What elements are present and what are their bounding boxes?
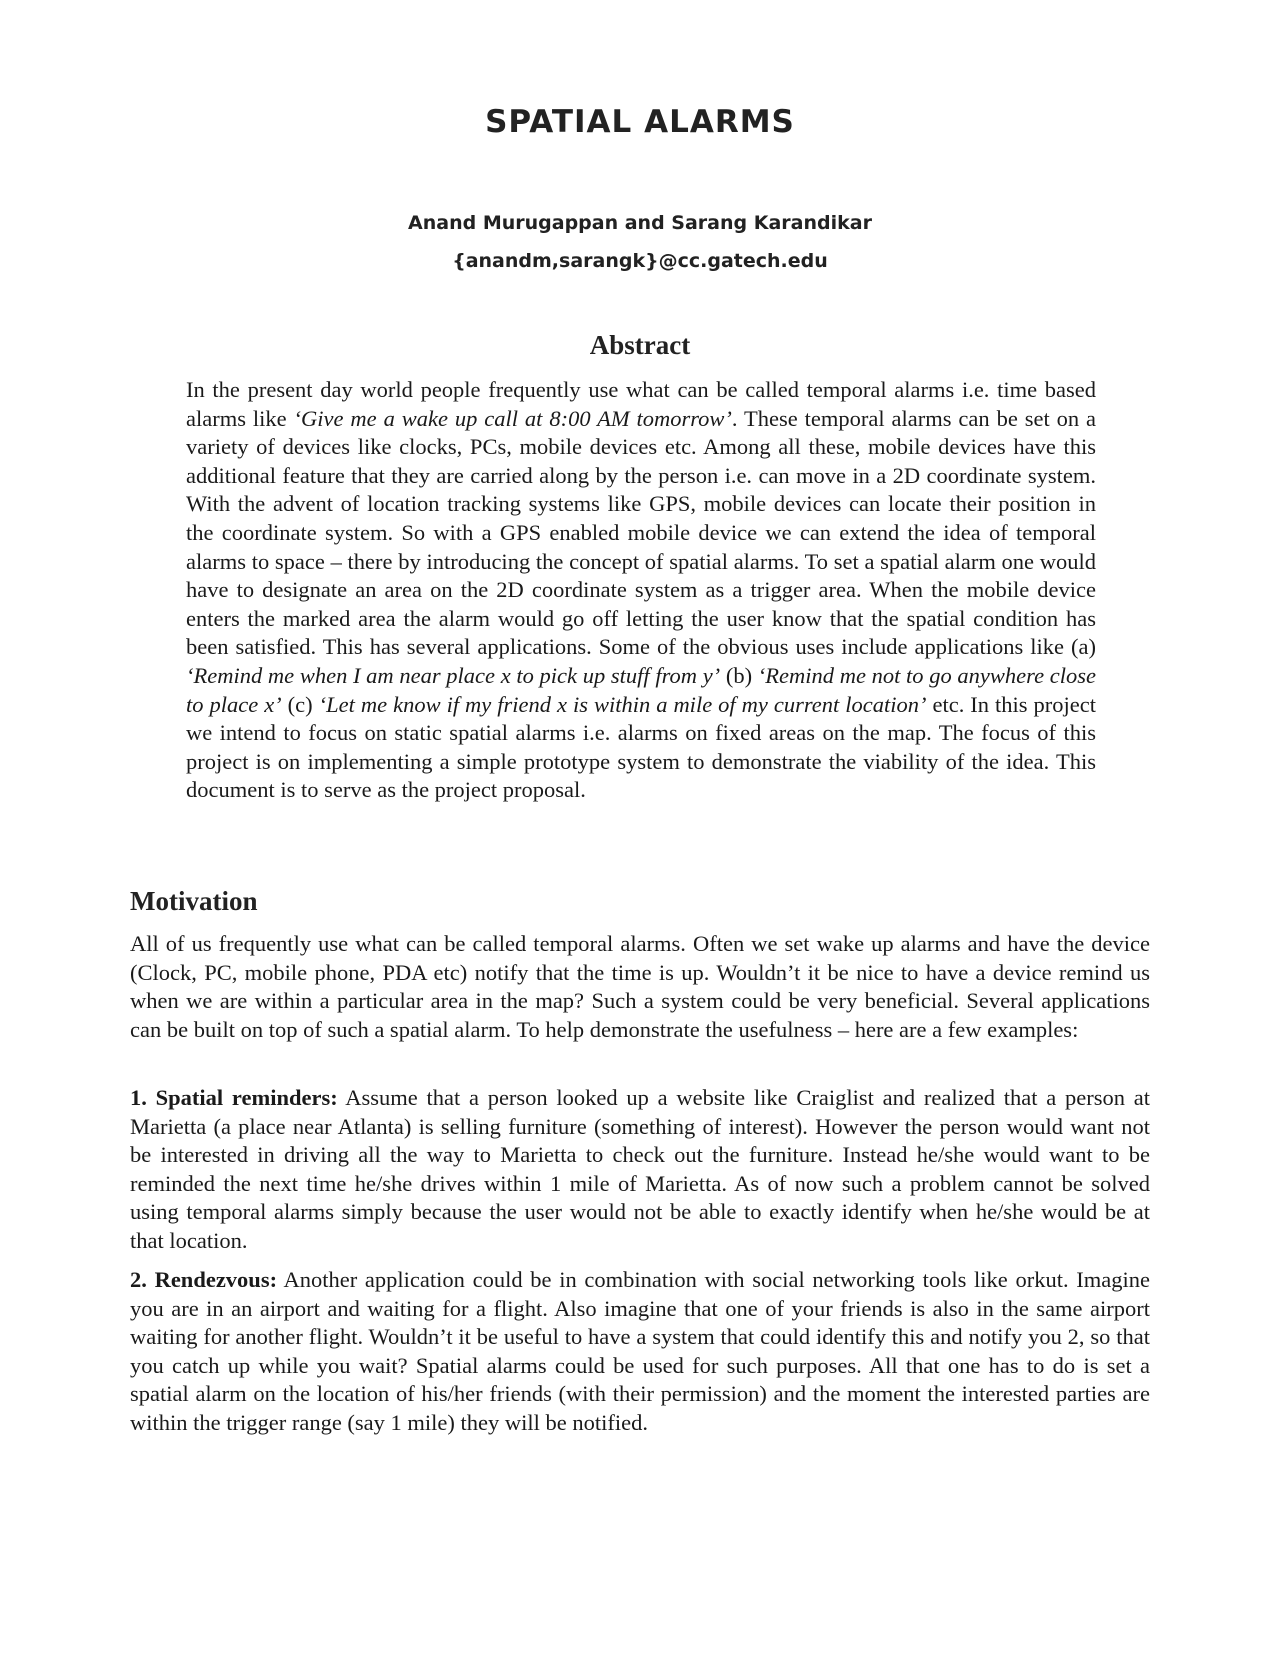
example-1-label: 1. Spatial reminders: [130, 1085, 338, 1110]
abstract-heading: Abstract [589, 330, 691, 360]
motivation-intro: All of us frequently use what can be called temporal alarms. Often we set wake up alarms and have the device (Clock, PC, mobile phone, PDA etc) notify that the time is up. Wouldn’t it be nice to have a device remind us when we are within a particular area in the map? Such a system could be very beneficial. Several applications can be built on top of such a spatial alarm. To help demonstrate the usefulness – here are a few examples: [130, 931, 1150, 1042]
abstract-text-1: In the present day world people frequently use what can be called temporal alarms i.e. time based alarms like [186, 377, 1096, 431]
abstract-quote-2: ‘Remind me when I am near place x to pick up stuff from y’ [186, 662, 721, 688]
abstract-quote-4: ‘Let me know if my friend x is within a mile of my current location’ [318, 691, 927, 717]
example-1-text: Assume that a person looked up a website like Craiglist and realized that a person at Marietta (a place near Atlanta) is selling furniture (something of interest). However the person would want not be interested in driving all the way to Marietta to check out the furniture. Instead he/she would want to be reminded the next time he/she drives within 1 mile of Marietta. As of now such a problem cannot be solved using temporal alarms simply because the user would not be able to exactly identify when he/she would be at that location. [130, 1085, 1150, 1253]
abstract-text-3: (b) [720, 662, 758, 688]
abstract-text-4: (c) [281, 691, 319, 717]
abstract-quote-1: ‘Give me a wake up call at 8:00 AM tomorrow’ [293, 405, 732, 431]
example-rendezvous [130, 1266, 1150, 1438]
example-spatial-reminders [130, 1084, 1150, 1256]
author-email: {anandm,sarangk}@cc.gatech.edu [452, 250, 828, 272]
paper-authors: Anand Murugappan and Sarang Karandikar [408, 212, 872, 234]
paper-title: SPATIAL ALARMS [485, 104, 795, 140]
motivation-heading: Motivation [130, 886, 258, 916]
abstract-text-5: etc. In this project we intend to focus on static spatial alarms i.e. alarms on fixed areas on the map. The focus of this project is on implementing a simple prototype system to demonstrate the viability of the idea. This document is to serve as the project proposal. [186, 691, 1096, 803]
abstract-paragraph [186, 376, 1096, 805]
abstract-text-2: . These temporal alarms can be set on a variety of devices like clocks, PCs, mobile devices etc. Among all these, mobile devices have this additional feature that they are carried along by the person i.e. can move in a 2D coordinate system. With the advent of location tracking systems like GPS, mobile devices can locate their position in the coordinate system. So with a GPS enabled mobile device we can extend the idea of temporal alarms to space – there by introducing the concept of spatial alarms. To set a spatial alarm one would have to designate an area on the 2D coordinate system as a trigger area. When the mobile device enters the marked area the alarm would go off letting the user know that the spatial condition has been satisfied. This has several applications. Some of the obvious uses include applications like (a) [186, 405, 1097, 660]
abstract-quote-3: ‘Remind me not to go anywhere close to place x’ [186, 662, 1096, 717]
example-2-text: Another application could be in combination with social networking tools like orkut. Imagine you are in an airport and waiting for a flight. Also imagine that one of your friends is also in the same airport waiting for another flight. Wouldn’t it be useful to have a system that could identify this and notify you 2, so that you catch up while you wait? Spatial alarms could be used for such purposes. All that one has to do is set a spatial alarm on the location of his/her friends (with their permission) and the moment the interested parties are within the trigger range (say 1 mile) they will be notified. [130, 1267, 1150, 1435]
example-2-label: 2. Rendezvous: [130, 1267, 278, 1292]
